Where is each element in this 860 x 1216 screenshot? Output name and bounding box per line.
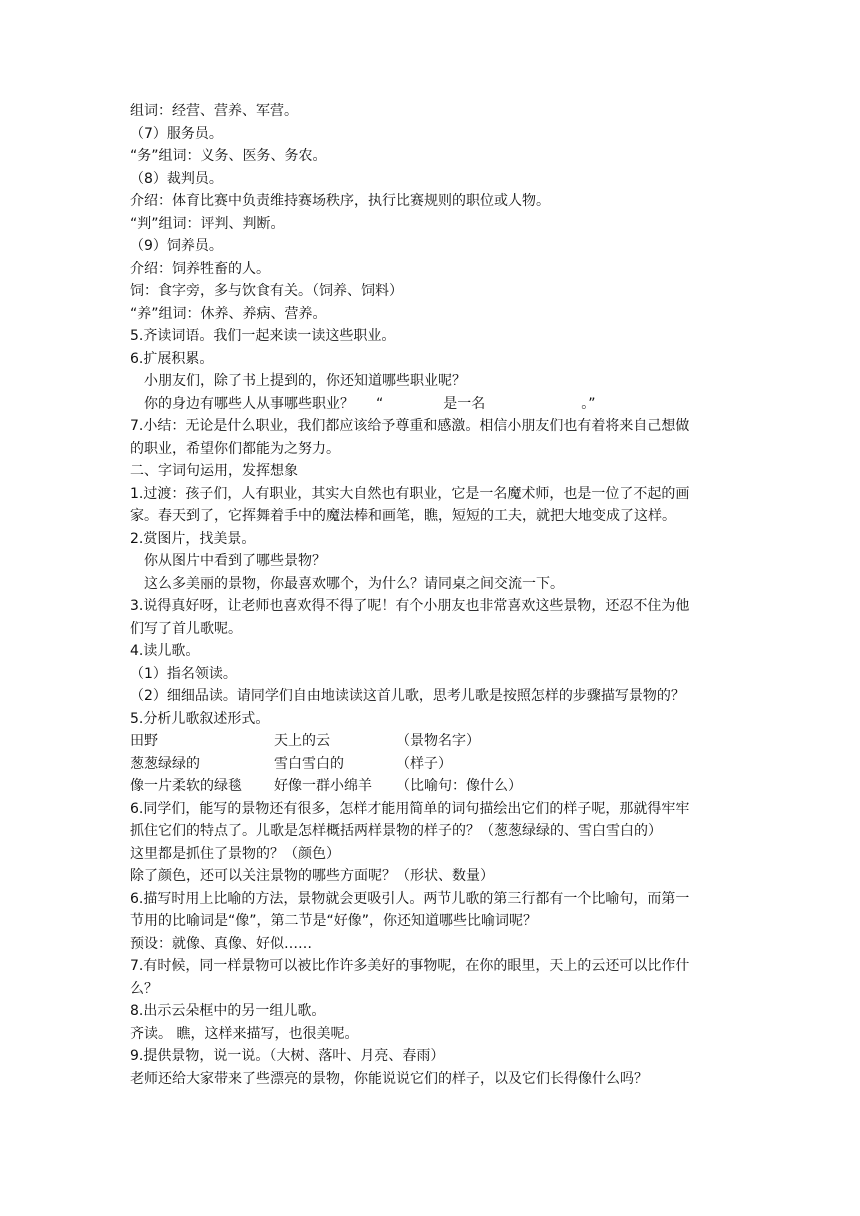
text-line: 的职业，希望你们都能为之努力。: [130, 440, 340, 457]
section-heading: 二、字词句运用，发挥想象: [130, 463, 298, 479]
text-line: 介绍：体育比赛中负责维持赛场秩序，执行比赛规则的职位或人物。: [130, 193, 550, 209]
text-line: 6.描写时用上比喻的方法，景物就会更吸引人。两节儿歌的第三行都有一个比喻句，而第一: [130, 890, 690, 907]
text-line: 抓住它们的特点了。儿歌是怎样概括两样景物的样子的？（葱葱绿绿的、雪白雪白的）: [130, 823, 662, 839]
text-line: 预设：就像、真像、好似……: [130, 935, 312, 952]
poem-cell: 好像一群小绵羊: [274, 778, 372, 794]
text-line: “养”组词：休养、养病、营养。: [130, 305, 327, 322]
occupation-sentence: [130, 393, 730, 416]
text-line: 饲：食字旁，多与饮食有关。（饲养、饲料）: [130, 283, 403, 299]
text-line: 2.赏图片，找美景。: [130, 530, 256, 547]
text-line: 么？: [130, 980, 158, 997]
text-line: （8）裁判员。: [130, 170, 223, 187]
text-line: 7.有时候，同一样景物可以被比作许多美好的事物呢，在你的眼里，天上的云还可以比作什: [130, 958, 690, 974]
occupation-middle: 是一名: [443, 395, 486, 412]
text-line: “务”组词：义务、医务、务农。: [130, 148, 327, 164]
text-line: 6.扩展积累。: [130, 350, 214, 367]
text-line: 除了颜色，还可以关注景物的哪些方面呢？（形状、数量）: [130, 868, 494, 884]
text-line: 介绍：饲养牲畜的人。: [130, 260, 270, 277]
text-line: 你从图片中看到了哪些景物？: [144, 553, 326, 569]
text-line: 组词：经营、营养、军营。: [130, 103, 298, 119]
text-line: 这里都是抓住了景物的？（颜色）: [130, 845, 340, 862]
poem-cell: 田野: [130, 733, 158, 749]
text-line: 1.过渡：孩子们，人有职业，其实大自然也有职业，它是一名魔术师，也是一位了不起的画: [130, 485, 690, 502]
text-line: （1）指名领读。: [130, 665, 237, 682]
text-line: 老师还给大家带来了些漂亮的景物，你能说说它们的样子，以及它们长得像什么吗？: [130, 1070, 648, 1087]
text-line: 3.说得真好呀，让老师也喜欢得不得了呢！有个小朋友也非常喜欢这些景物，还忍不住为他: [130, 598, 690, 614]
poem-cell: （比喻句：像什么）: [396, 778, 522, 794]
poem-cell: 天上的云: [274, 733, 330, 749]
occupation-prefix: 你的身边有哪些人从事哪些职业？: [144, 395, 354, 412]
text-line: 节用的比喻词是“像”，第二节是“好像”，你还知道哪些比喻词呢？: [130, 913, 538, 929]
text-line: “判”组词：评判、判断。: [130, 215, 285, 232]
poem-table-row: [130, 775, 730, 798]
text-line: 7.小结：无论是什么职业，我们都应该给予尊重和感激。相信小朋友们也有着将来自己想做: [130, 418, 690, 434]
text-line: 9.提供景物，说一说。（大树、落叶、月亮、春雨）: [130, 1048, 445, 1064]
text-line: 这么多美丽的景物，你最喜欢哪个，为什么？请同桌之间交流一下。: [144, 575, 564, 592]
poem-cell: 雪白雪白的: [274, 755, 344, 772]
text-line: （7）服务员。: [130, 125, 223, 142]
text-line: 家。春天到了，它挥舞着手中的魔法棒和画笔，瞧，短短的工夫，就把大地变成了这样。: [130, 508, 676, 524]
text-line: 8.出示云朵框中的另一组儿歌。: [130, 1003, 326, 1019]
text-line: （9）饲养员。: [130, 238, 223, 254]
document-body: [130, 100, 730, 1090]
text-line: （2）细细品读。请同学们自由地读读这首儿歌，思考儿歌是按照怎样的步骤描写景物的？: [130, 688, 685, 704]
poem-cell: （景物名字）: [396, 733, 480, 749]
text-line: 们写了首儿歌呢。: [130, 620, 242, 637]
poem-table-row: [130, 730, 730, 753]
text-line: 5.分析儿歌叙述形式。: [130, 710, 270, 727]
text-line: 小朋友们，除了书上提到的，你还知道哪些职业呢？: [144, 373, 466, 389]
text-line: 4.读儿歌。: [130, 643, 200, 659]
poem-cell: 像一片柔软的绿毯: [130, 778, 242, 794]
occupation-quote-close: 。”: [581, 395, 596, 412]
text-line: 6.同学们，能写的景物还有很多，怎样才能用简单的词句描绘出它们的样子呢，那就得牢牢: [130, 800, 690, 817]
poem-cell: （样子）: [396, 755, 452, 772]
occupation-quote-open: “: [376, 395, 384, 412]
text-line: 齐读。 瞧，这样来描写，也很美呢。: [130, 1025, 359, 1042]
poem-cell: 葱葱绿绿的: [130, 755, 200, 772]
text-line: 5.齐读词语。我们一起来读一读这些职业。: [130, 328, 396, 344]
poem-table-row: [130, 753, 730, 776]
